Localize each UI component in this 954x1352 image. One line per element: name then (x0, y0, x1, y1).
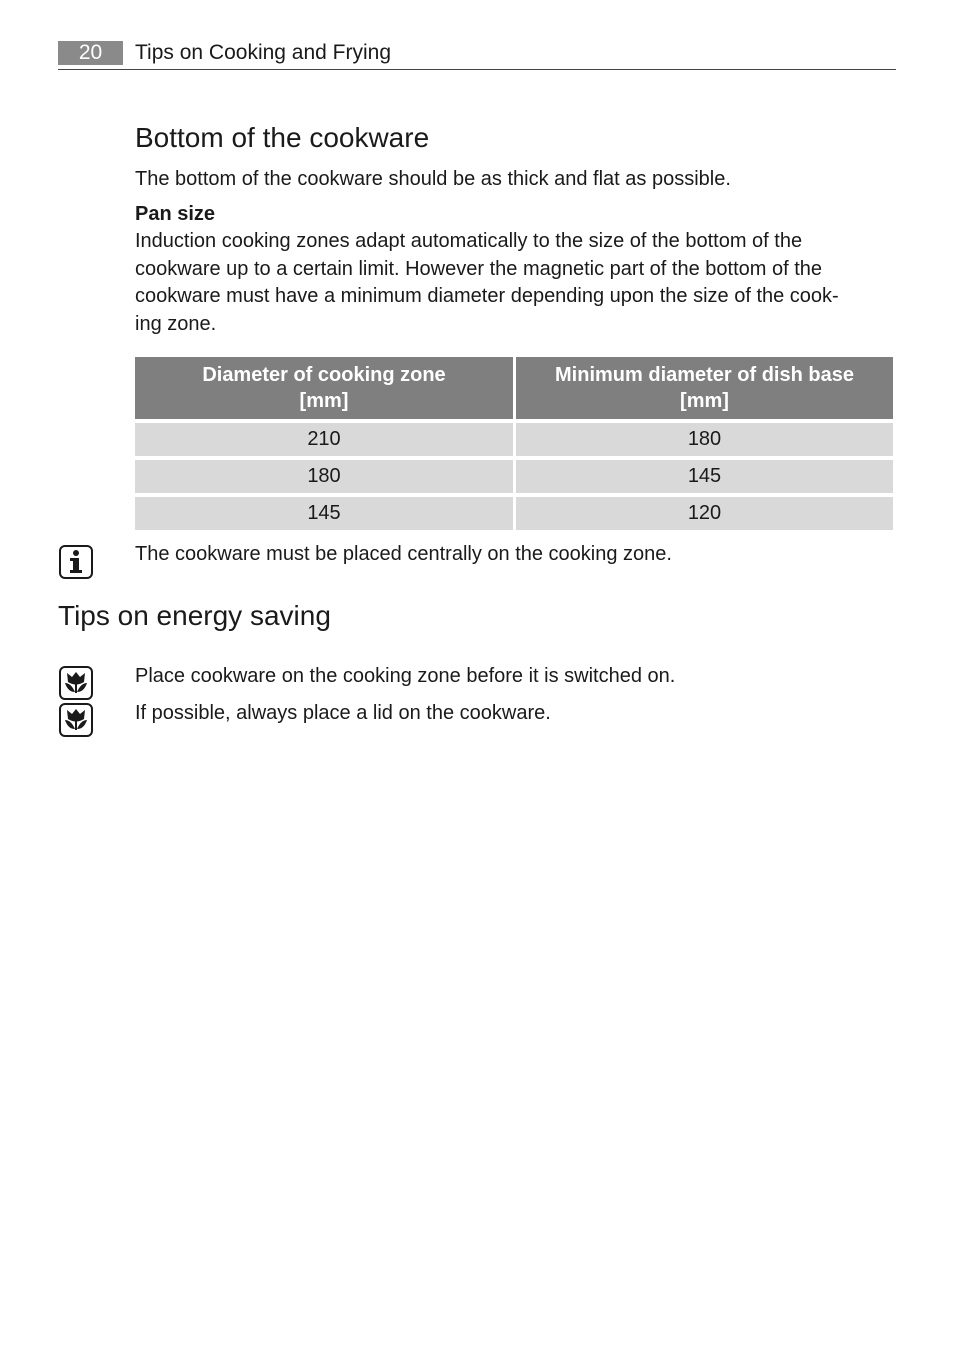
table-row (135, 423, 893, 456)
section-heading-cookware: Bottom of the cookware (135, 122, 430, 153)
info-icon (59, 545, 93, 579)
table-cell: 145 (135, 497, 513, 530)
energy-tip-1: Place cookware on the cooking zone before it is switched on. (135, 665, 676, 687)
info-note-text: The cookware must be placed centrally on the cooking zone. (135, 543, 672, 565)
table-header-row (135, 357, 893, 419)
intro-paragraph: The bottom of the cookware should be as thick and flat as possible. (135, 168, 731, 190)
table-cell: 210 (135, 423, 513, 456)
energy-tip-2: If possible, always place a lid on the cookware. (135, 702, 551, 724)
header-label: Diameter of cooking zone (202, 364, 446, 386)
running-title: Tips on Cooking and Frying (135, 41, 392, 64)
header-unit: [mm] (680, 390, 729, 412)
table-cell: 145 (516, 460, 893, 493)
table-row (135, 497, 893, 530)
eco-flower-icon (59, 666, 93, 700)
header-divider (58, 69, 896, 70)
table-cell: 120 (516, 497, 893, 530)
header-unit: [mm] (299, 390, 349, 412)
table-cell: 180 (516, 423, 893, 456)
header-label: Minimum diameter of dish base (555, 364, 854, 386)
table-cell: 180 (135, 460, 513, 493)
eco-flower-icon (59, 703, 93, 737)
paragraph-line: cookware up to a certain limit. However the magnetic part of the bottom of the (135, 257, 823, 280)
section-heading-energy: Tips on energy saving (58, 600, 331, 631)
table-header-cell (516, 357, 893, 419)
pan-size-paragraph (135, 228, 895, 338)
table-header-cell (135, 357, 513, 419)
pan-size-table (135, 357, 893, 530)
pan-size-subheading: Pan size (135, 203, 216, 225)
paragraph-line: cookware must have a minimum diameter depending upon the size of the cook- (135, 285, 839, 307)
table-row (135, 460, 893, 493)
paragraph-line: Induction cooking zones adapt automatically to the size of the bottom of the (135, 230, 803, 252)
paragraph-line: ing zone. (135, 312, 217, 335)
page-number: 20 (58, 41, 123, 65)
